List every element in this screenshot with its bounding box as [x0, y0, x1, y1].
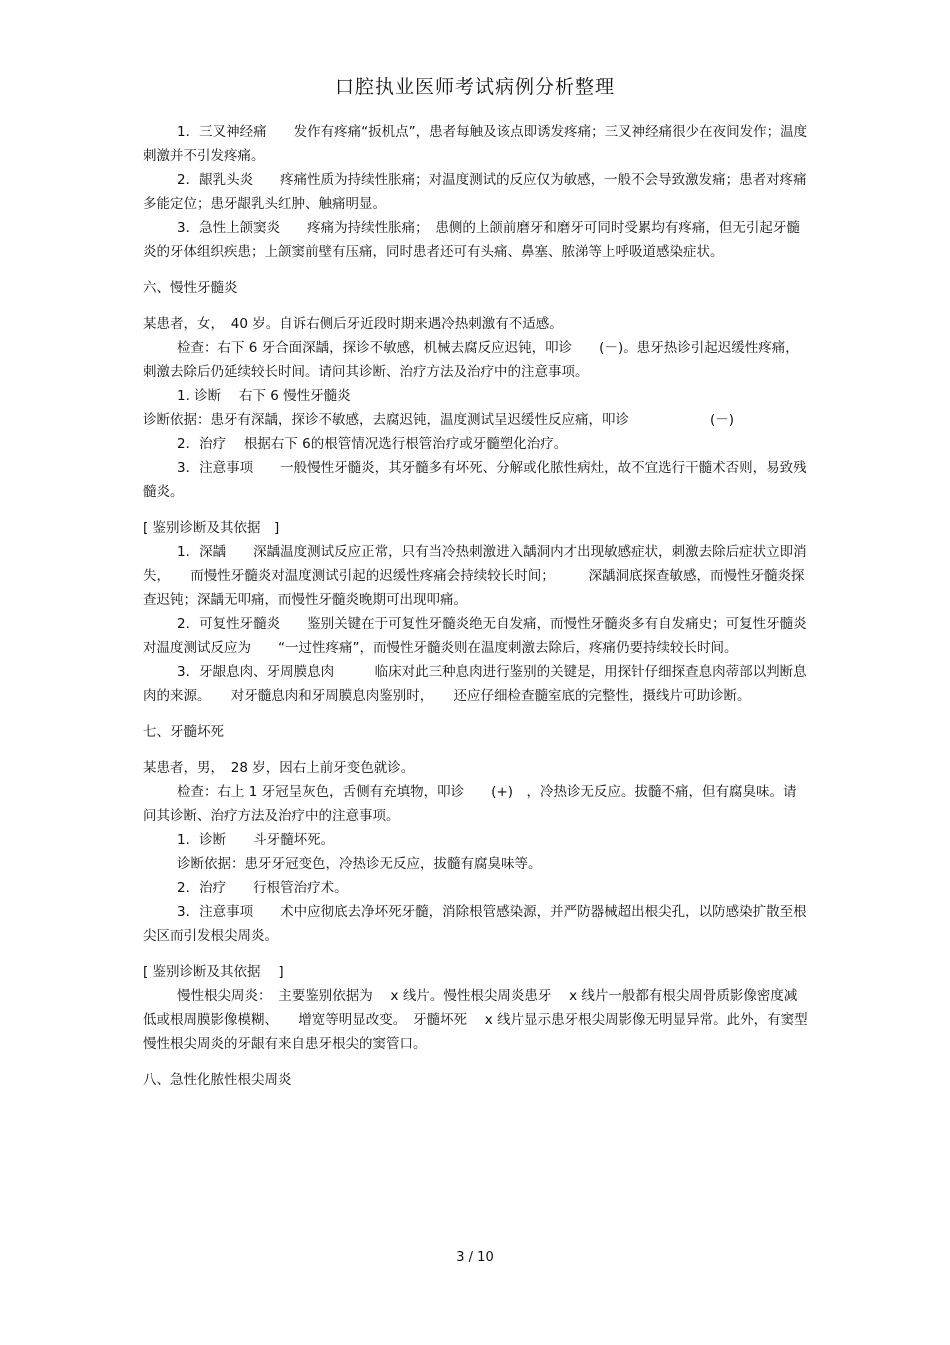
section-heading-chronic-pulpitis: 六、慢性牙髓炎 [143, 280, 238, 296]
paragraph-trigeminal-neuralgia: 1．三叉神经痛 发作有疼痛“扳机点”，患者每触及该点即诱发疼痛；三叉神经痛很少在夜间发作；温度刺激并不引发疼痛。 [143, 124, 808, 164]
differential-reversible-pulpitis: 2．可复性牙髓炎 鉴别关键在于可复性牙髓炎绝无自发痛，而慢性牙髓炎多有自发痛史；可复性牙髓炎对温度测试反应为 “一过性疼痛”，而慢性牙髓炎则在温度刺激去除后，疼痛仍要持续较长时间。 [143, 616, 807, 656]
case-exam-pulp-necrosis: 检查：右上 1 牙冠呈灰色，舌侧有充填物，叩诊 (+) ，冷热诊无反应。拔髓不痛，但有腐臭味。请问其诊断、治疗方法及治疗中的注意事项。 [143, 784, 797, 824]
paragraph-gingival-papillitis: 2．龈乳头炎 疼痛性质为持续性胀痛；对温度测试的反应仅为敏感，一般不会导致激发痛；患者对疼痛多能定位；患牙龈乳头红肿、触痛明显。 [143, 172, 807, 212]
differential-heading-pulp-necrosis: [ 鉴别诊断及其依据 ] [143, 964, 284, 980]
differential-heading-chronic-pulpitis: [ 鉴别诊断及其依据 ] [143, 520, 280, 536]
case-intro-chronic-pulpitis: 某患者，女， 40 岁。自诉右侧后牙近段时期来遇冷热刺激有不适感。 [143, 316, 563, 332]
differential-polyps: 3．牙龈息肉、牙周膜息肉 临床对此三种息肉进行鉴别的关键是，用探针仔细探查息肉蒂部以判断息肉的来源。 对牙髓息肉和牙周膜息肉鉴别时， 还应仔细检查髓室底的完整性，摄线片可助诊断。 [143, 664, 807, 704]
diagnosis-chronic-pulpitis: 1. 诊断 右下 6 慢性牙髓炎 [177, 388, 351, 404]
case-intro-pulp-necrosis: 某患者，男， 28 岁，因右上前牙变色就诊。 [143, 760, 415, 776]
differential-deep-caries: 1．深龋 深龋温度测试反应正常，只有当冷热刺激进入龋洞内才出现敏感症状，刺激去除后症状立即消失， 而慢性牙髓炎对温度测试引起的迟缓性疼痛会持续较长时间； 深龋洞底探查敏感，而慢性牙髓炎探查迟钝；深龋无叩痛，而慢性牙髓炎晚期可出现叩痛。 [143, 544, 807, 608]
page-number: 3 / 10 [456, 1250, 494, 1265]
section-heading-acute-periapical: 八、急性化脓性根尖周炎 [143, 1072, 292, 1088]
treatment-pulp-necrosis: 2．治疗 行根管治疗术。 [177, 880, 348, 896]
paragraph-maxillary-sinusitis: 3．急性上颌窦炎 疼痛为持续性胀痛； 患侧的上颌前磨牙和磨牙可同时受累均有疼痛，但无引起牙髓炎的牙体组织疾患；上颌窦前壁有压痛，同时患者还可有头痛、鼻塞、脓涕等上呼吸道感染症状。 [143, 220, 800, 260]
diagnosis-basis-pulp-necrosis: 诊断依据：患牙牙冠变色，冷热诊无反应，拔髓有腐臭味等。 [177, 856, 542, 872]
document-body [143, 120, 808, 1104]
diagnosis-basis-chronic-pulpitis: 诊断依据：患牙有深龋，探诊不敏感，去腐迟钝，温度测试呈迟缓性反应痛，叩诊 (－) [143, 412, 735, 428]
notes-chronic-pulpitis: 3．注意事项 一般慢性牙髓炎，其牙髓多有坏死、分解或化脓性病灶，故不宜选行干髓术否则，易致残髓炎。 [143, 460, 807, 500]
page-title: 口腔执业医师考试病例分析整理 [334, 76, 615, 98]
case-exam-chronic-pulpitis: 检查：右下 6 牙合面深龋，探诊不敏感，机械去腐反应迟钝，叩诊 (－)。患牙热诊引起迟缓性疼痛，刺激去除后仍延续较长时间。请问其诊断、治疗方法及治疗中的注意事项。 [143, 340, 799, 380]
differential-chronic-periapical: 慢性根尖周炎： 主要鉴别依据为 x 线片。慢性根尖周炎患牙 x 线片一般都有根尖周骨质影像密度减低或根周膜影像模糊、 增宽等明显改变。 牙髓坏死 x 线片显示患牙根尖周影像无明显异常。此外，有窦型慢性根尖周炎的牙龈有来自患牙根尖的窦管口。 [143, 988, 808, 1052]
section-heading-pulp-necrosis: 七、牙髓坏死 [143, 724, 224, 740]
notes-pulp-necrosis: 3．注意事项 术中应彻底去净坏死牙髓，消除根管感染源，并严防器械超出根尖孔，以防感染扩散至根尖区而引发根尖周炎。 [143, 904, 807, 944]
treatment-chronic-pulpitis: 2．治疗 根据右下 6的根管情况选行根管治疗或牙髓塑化治疗。 [177, 436, 568, 452]
diagnosis-pulp-necrosis: 1．诊断 斗牙髓坏死。 [177, 832, 335, 848]
